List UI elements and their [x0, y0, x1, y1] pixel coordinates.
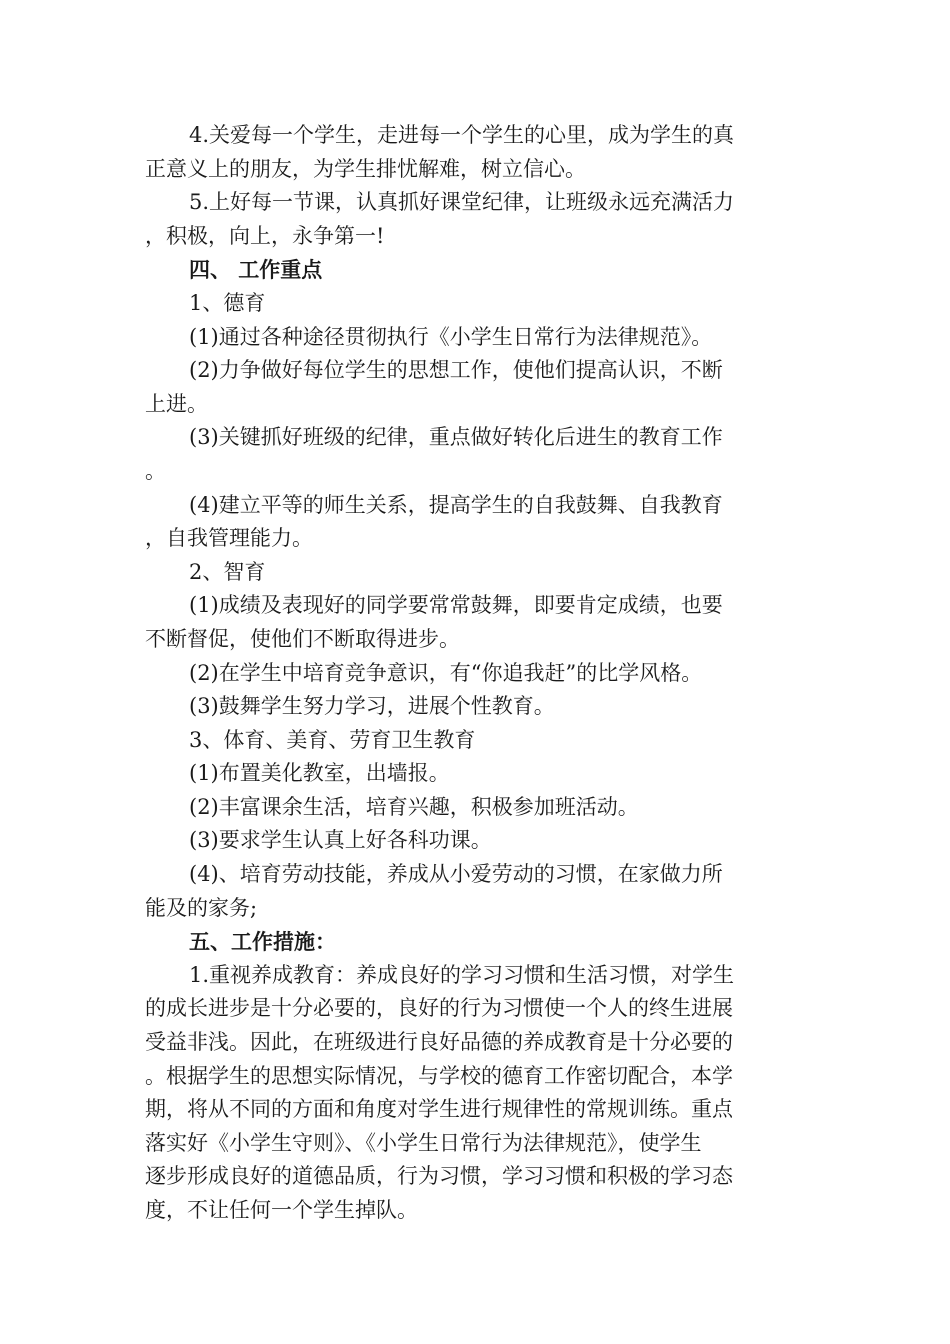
text-line: 5.上好每一节课，认真抓好课堂纪律，让班级永远充满活力 — [189, 190, 735, 215]
document-page — [145, 119, 805, 1228]
text-line: 1、德育 — [189, 290, 266, 315]
text-line: 。根据学生的思想实际情况，与学校的德育工作密切配合，本学 — [145, 1063, 733, 1088]
text-line: 上进。 — [145, 391, 208, 416]
text-line: 逐步形成良好的道德品质，行为习惯，学习习惯和积极的学习态 — [145, 1164, 733, 1189]
text-line: 能及的家务; — [145, 895, 258, 920]
text-line: 4.关爱每一个学生，走进每一个学生的心里，成为学生的真 — [189, 123, 735, 147]
text-line: 不断督促，使他们不断取得进步。 — [145, 626, 460, 651]
text-line: (2)在学生中培育竞争意识，有“你追我赶”的比学风格。 — [189, 660, 703, 685]
text-line: (1)成绩及表现好的同学要常常鼓舞，即要肯定成绩，也要 — [189, 593, 723, 618]
text-line: 受益非浅。因此，在班级进行良好品德的养成教育是十分必要的 — [145, 1030, 733, 1055]
text-line: 度，不让任何一个学生掉队。 — [145, 1198, 418, 1222]
text-line: (2)丰富课余生活，培育兴趣，积极参加班活动。 — [189, 794, 639, 819]
text-line: 正意义上的朋友，为学生排忧解难，树立信心。 — [145, 156, 586, 181]
text-line: 的成长进步是十分必要的，良好的行为习惯使一个人的终生进展 — [145, 996, 733, 1021]
text-line: 2、智育 — [189, 559, 266, 584]
text-line: (3)鼓舞学生努力学习，进展个性教育。 — [189, 694, 555, 719]
text-line: 落实好《小学生守则》、《小学生日常行为法律规范》，使学生 — [145, 1130, 702, 1155]
section-heading: 五、工作措施： — [189, 929, 336, 955]
text-line: (4)建立平等的师生关系，提高学生的自我鼓舞、自我教育 — [189, 492, 723, 517]
text-line: (3)要求学生认真上好各科功课。 — [189, 828, 492, 853]
text-line: (3)关键抓好班级的纪律，重点做好转化后进生的教育工作 — [189, 425, 723, 450]
text-line: 。 — [145, 458, 166, 483]
text-line: 期，将从不同的方面和角度对学生进行规律性的常规训练。重点 — [145, 1097, 733, 1122]
section-heading: 四、 工作重点 — [189, 257, 323, 283]
text-line: 3、体育、美育、劳育卫生教育 — [189, 727, 476, 752]
text-line: 1.重视养成教育：养成良好的学习习惯和生活习惯，对学生 — [189, 962, 735, 987]
text-line: ，积极，向上，永争第一! — [145, 223, 385, 248]
text-line: (1)通过各种途径贯彻执行《小学生日常行为法律规范》。 — [189, 324, 713, 349]
text-line: (2)力争做好每位学生的思想工作，使他们提高认识，不断 — [189, 358, 723, 383]
text-line: ，自我管理能力。 — [145, 526, 313, 551]
text-line: (4)、培育劳动技能，养成从小爱劳动的习惯，在家做力所 — [189, 862, 723, 887]
text-line: (1)布置美化教室，出墙报。 — [189, 761, 450, 786]
